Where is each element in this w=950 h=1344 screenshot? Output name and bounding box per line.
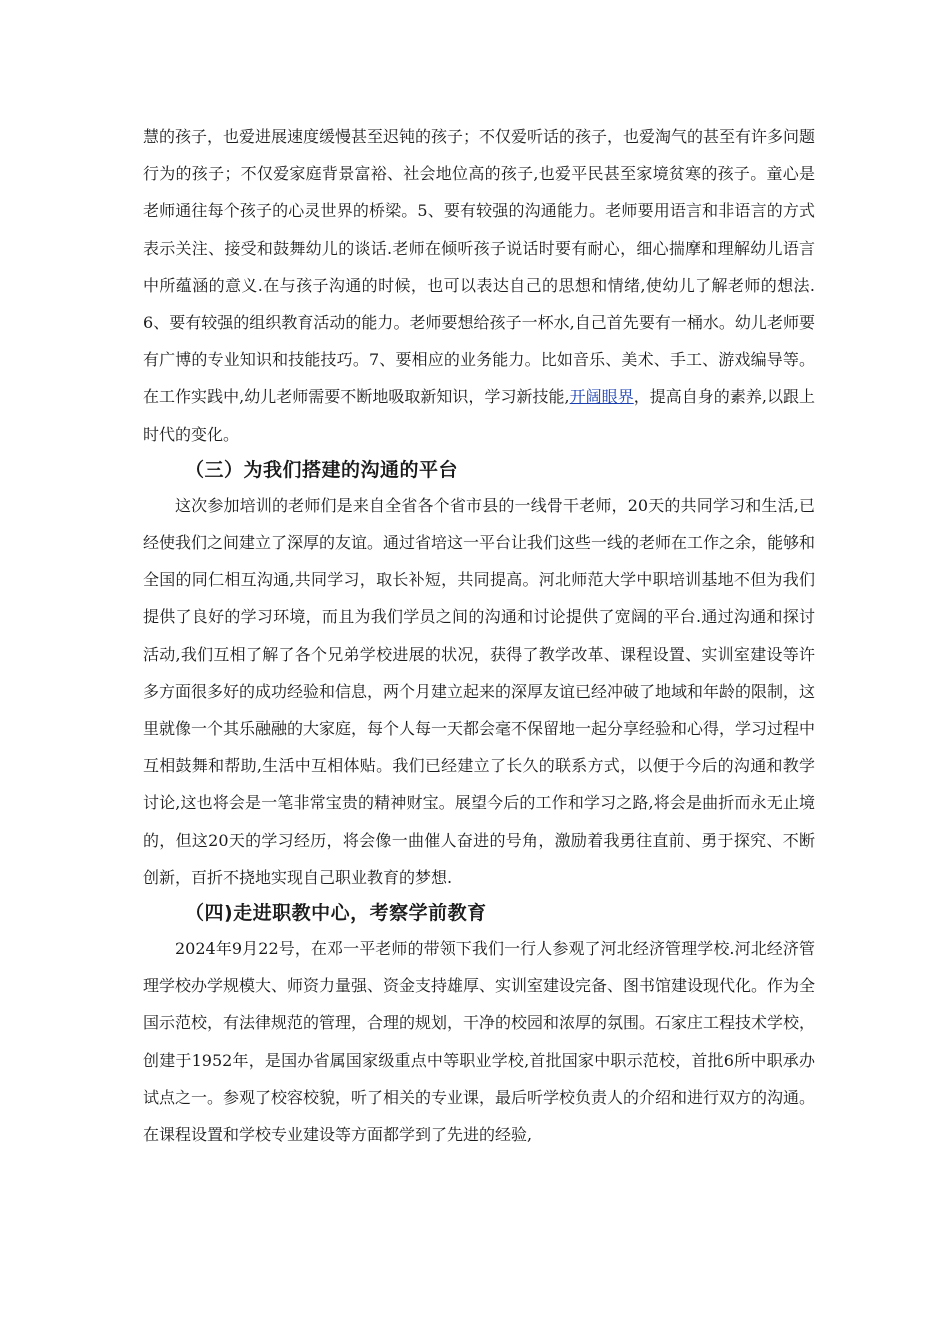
- paragraph-school-visit: 2024年9月22号，在邓一平老师的带领下我们一行人参观了河北经济管理学校.河北经济管理学校办学规模大、师资力量强、资金支持雄厚、实训室建设完备、图书馆建设现代化。作为全国示范校，有法律规范的管理，合理的规划，干净的校园和浓厚的氛围。石家庄工程技术学校，创建于1952年，是国办省属国家级重点中等职业学校,首批国家中职示范校，首批6所中职承办试点之一。参观了校容校貌，听了相关的专业课，最后听学校负责人的介绍和进行双方的沟通。在课程设置和学校专业建设等方面都学到了先进的经验,: [143, 939, 816, 1145]
- broaden-horizons-link[interactable]: 开阔眼界: [569, 387, 634, 407]
- section-heading-4: （四)走进职教中心，考察学前教育: [185, 902, 487, 925]
- paragraph-text-end: ，提高自身的素养,以跟上时代的变化。: [143, 387, 815, 444]
- paragraph-teacher-qualities: [143, 118, 815, 453]
- section-heading-3: （三）为我们搭建的沟通的平台: [185, 458, 459, 481]
- document-body: [143, 118, 815, 1153]
- paragraph-text: 慧的孩子，也爱进展速度缓慢甚至迟钝的孩子；不仅爱听话的孩子，也爱淘气的甚至有许多问题行为的孩子；不仅爱家庭背景富裕、社会地位高的孩子,也爱平民甚至家境贫寒的孩子。童心是老师通往每个孩子的心灵世界的桥梁。5、要有较强的沟通能力。老师要用语言和非语言的方式表示关注、接受和鼓舞幼儿的谈话.老师在倾听孩子说话时要有耐心，细心揣摩和理解幼儿语言中所蕴涵的意义.在与孩子沟通的时候，也可以表达自己的思想和情绪,使幼儿了解老师的想法.6、要有较强的组织教育活动的能力。老师要想给孩子一杯水,自己首先要有一桶水。幼儿老师要有广博的专业知识和技能技巧。7、要相应的业务能力。比如音乐、美术、手工、游戏编导等。在工作实践中,幼儿老师需要不断地吸取新知识，学习新技能,: [143, 127, 816, 407]
- paragraph-communication-platform: 这次参加培训的老师们是来自全省各个省市县的一线骨干老师，20天的共同学习和生活,已经使我们之间建立了深厚的友谊。通过省培这一平台让我们这些一线的老师在工作之余，能够和全国的同仁相互沟通,共同学习，取长补短，共同提高。河北师范大学中职培训基地不但为我们提供了良好的学习环境，而且为我们学员之间的沟通和讨论提供了宽阔的平台.通过沟通和探讨活动,我们互相了解了各个兄弟学校进展的状况，获得了教学改革、课程设置、实训室建设等许多方面很多好的成功经验和信息，两个月建立起来的深厚友谊已经冲破了地域和年龄的限制，这里就像一个其乐融融的大家庭，每个人每一天都会毫不保留地一起分享经验和心得，学习过程中互相鼓舞和帮助,生活中互相体贴。我们已经建立了长久的联系方式，以便于今后的沟通和教学讨论,这也将会是一笔非常宝贵的精神财宝。展望今后的工作和学习之路,将会是曲折而永无止境的，但这20天的学习经历，将会像一曲催人奋进的号角，激励着我勇往直前、勇于探究、不断创新，百折不挠地实现自己职业教育的梦想.: [143, 495, 816, 887]
